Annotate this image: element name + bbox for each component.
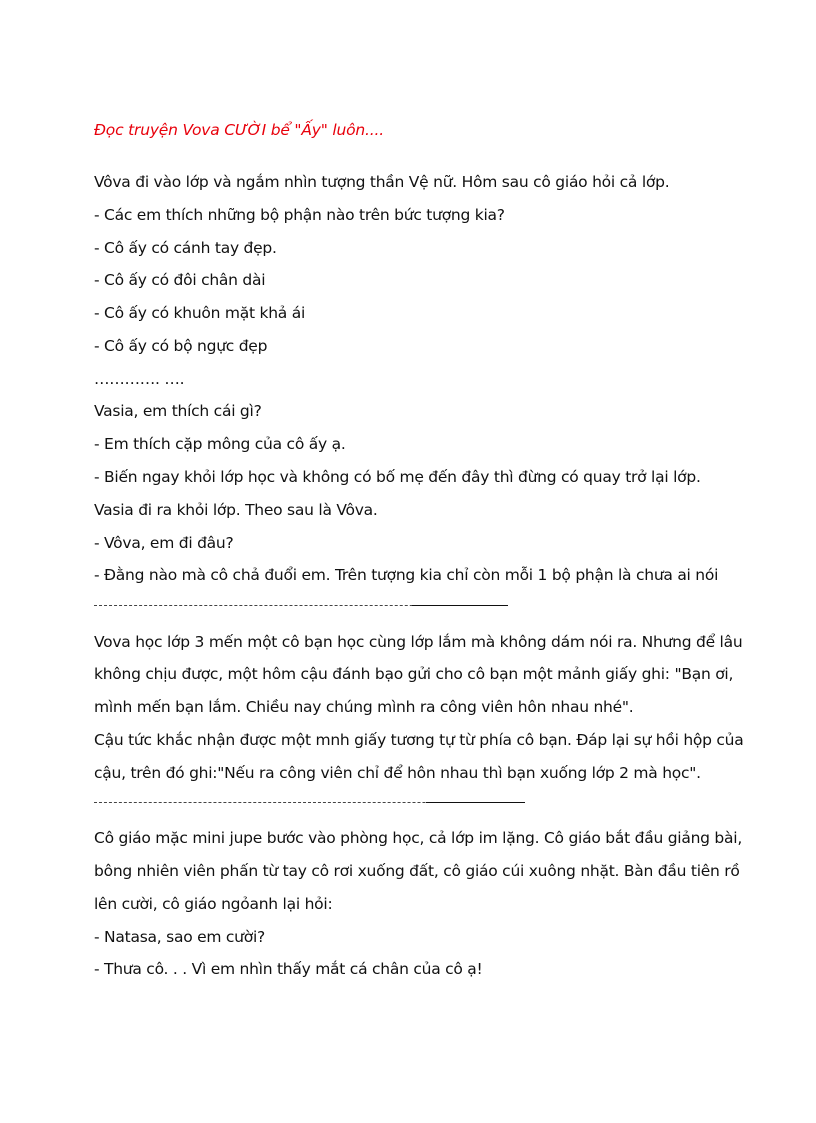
story1-line: - Cô ấy có cánh tay đẹp. [94,239,277,257]
story3-line: - Thưa cô. . . Vì em nhìn thấy mắt cá chân của cô ạ! [94,960,483,978]
story1-line: Vasia đi ra khỏi lớp. Theo sau là Vôva. [94,501,378,519]
story1-line: - Cô ấy có khuôn mặt khả ái [94,304,306,322]
story2-line: mình mến bạn lắm. Chiều nay chúng mình ra công viên hôn nhau nhé". [94,698,634,716]
section-divider [94,802,525,804]
story1-line: - Biến ngay khỏi lớp học và không có bố mẹ đến đây thì đừng có quay trở lại lớp. [94,468,701,486]
story3-line: bông nhiên viên phấn từ tay cô rơi xuống đất, cô giáo cúi xuông nhặt. Bàn đầu tiên rồ [94,862,740,880]
story1-line: - Cô ấy có bộ ngực đẹp [94,337,268,355]
story2-line: không chịu được, một hôm cậu đánh bạo gửi cho cô bạn một mảnh giấy ghi: "Bạn ơi, [94,665,734,683]
story1-line: - Em thích cặp mông của cô ấy ạ. [94,435,346,453]
document-title: Đọc truyện Vova CƯỜI bể "Ấy" luôn.... [94,121,384,139]
story2-line: Vova học lớp 3 mến một cô bạn học cùng lớp lắm mà không dám nói ra. Nhưng để lâu [94,633,743,651]
section-divider [94,605,508,607]
story1-line: - Đằng nào mà cô chả đuổi em. Trên tượng kia chỉ còn mỗi 1 bộ phận là chưa ai nói [94,566,719,584]
story2-line: cậu, trên đó ghi:"Nếu ra công viên chỉ để hôn nhau thì bạn xuống lớp 2 mà học". [94,764,701,782]
story2-line: Cậu tức khắc nhận được một mnh giấy tương tự từ phía cô bạn. Đáp lại sự hồi hộp của [94,731,744,749]
story3-line: Cô giáo mặc mini jupe bước vào phòng học, cả lớp im lặng. Cô giáo bắt đầu giảng bài, [94,829,742,847]
story1-line: - Các em thích những bộ phận nào trên bức tượng kia? [94,206,505,224]
story3-line: lên cười, cô giáo ngỏanh lại hỏi: [94,895,333,913]
story1-line: …………. …. [94,370,185,388]
story1-line: Vôva đi vào lớp và ngắm nhìn tượng thần Vệ nữ. Hôm sau cô giáo hỏi cả lớp. [94,173,670,191]
story3-line: - Natasa, sao em cười? [94,928,266,946]
story1-line: - Vôva, em đi đâu? [94,534,234,552]
story1-line: Vasia, em thích cái gì? [94,402,262,420]
story1-line: - Cô ấy có đôi chân dài [94,271,266,289]
